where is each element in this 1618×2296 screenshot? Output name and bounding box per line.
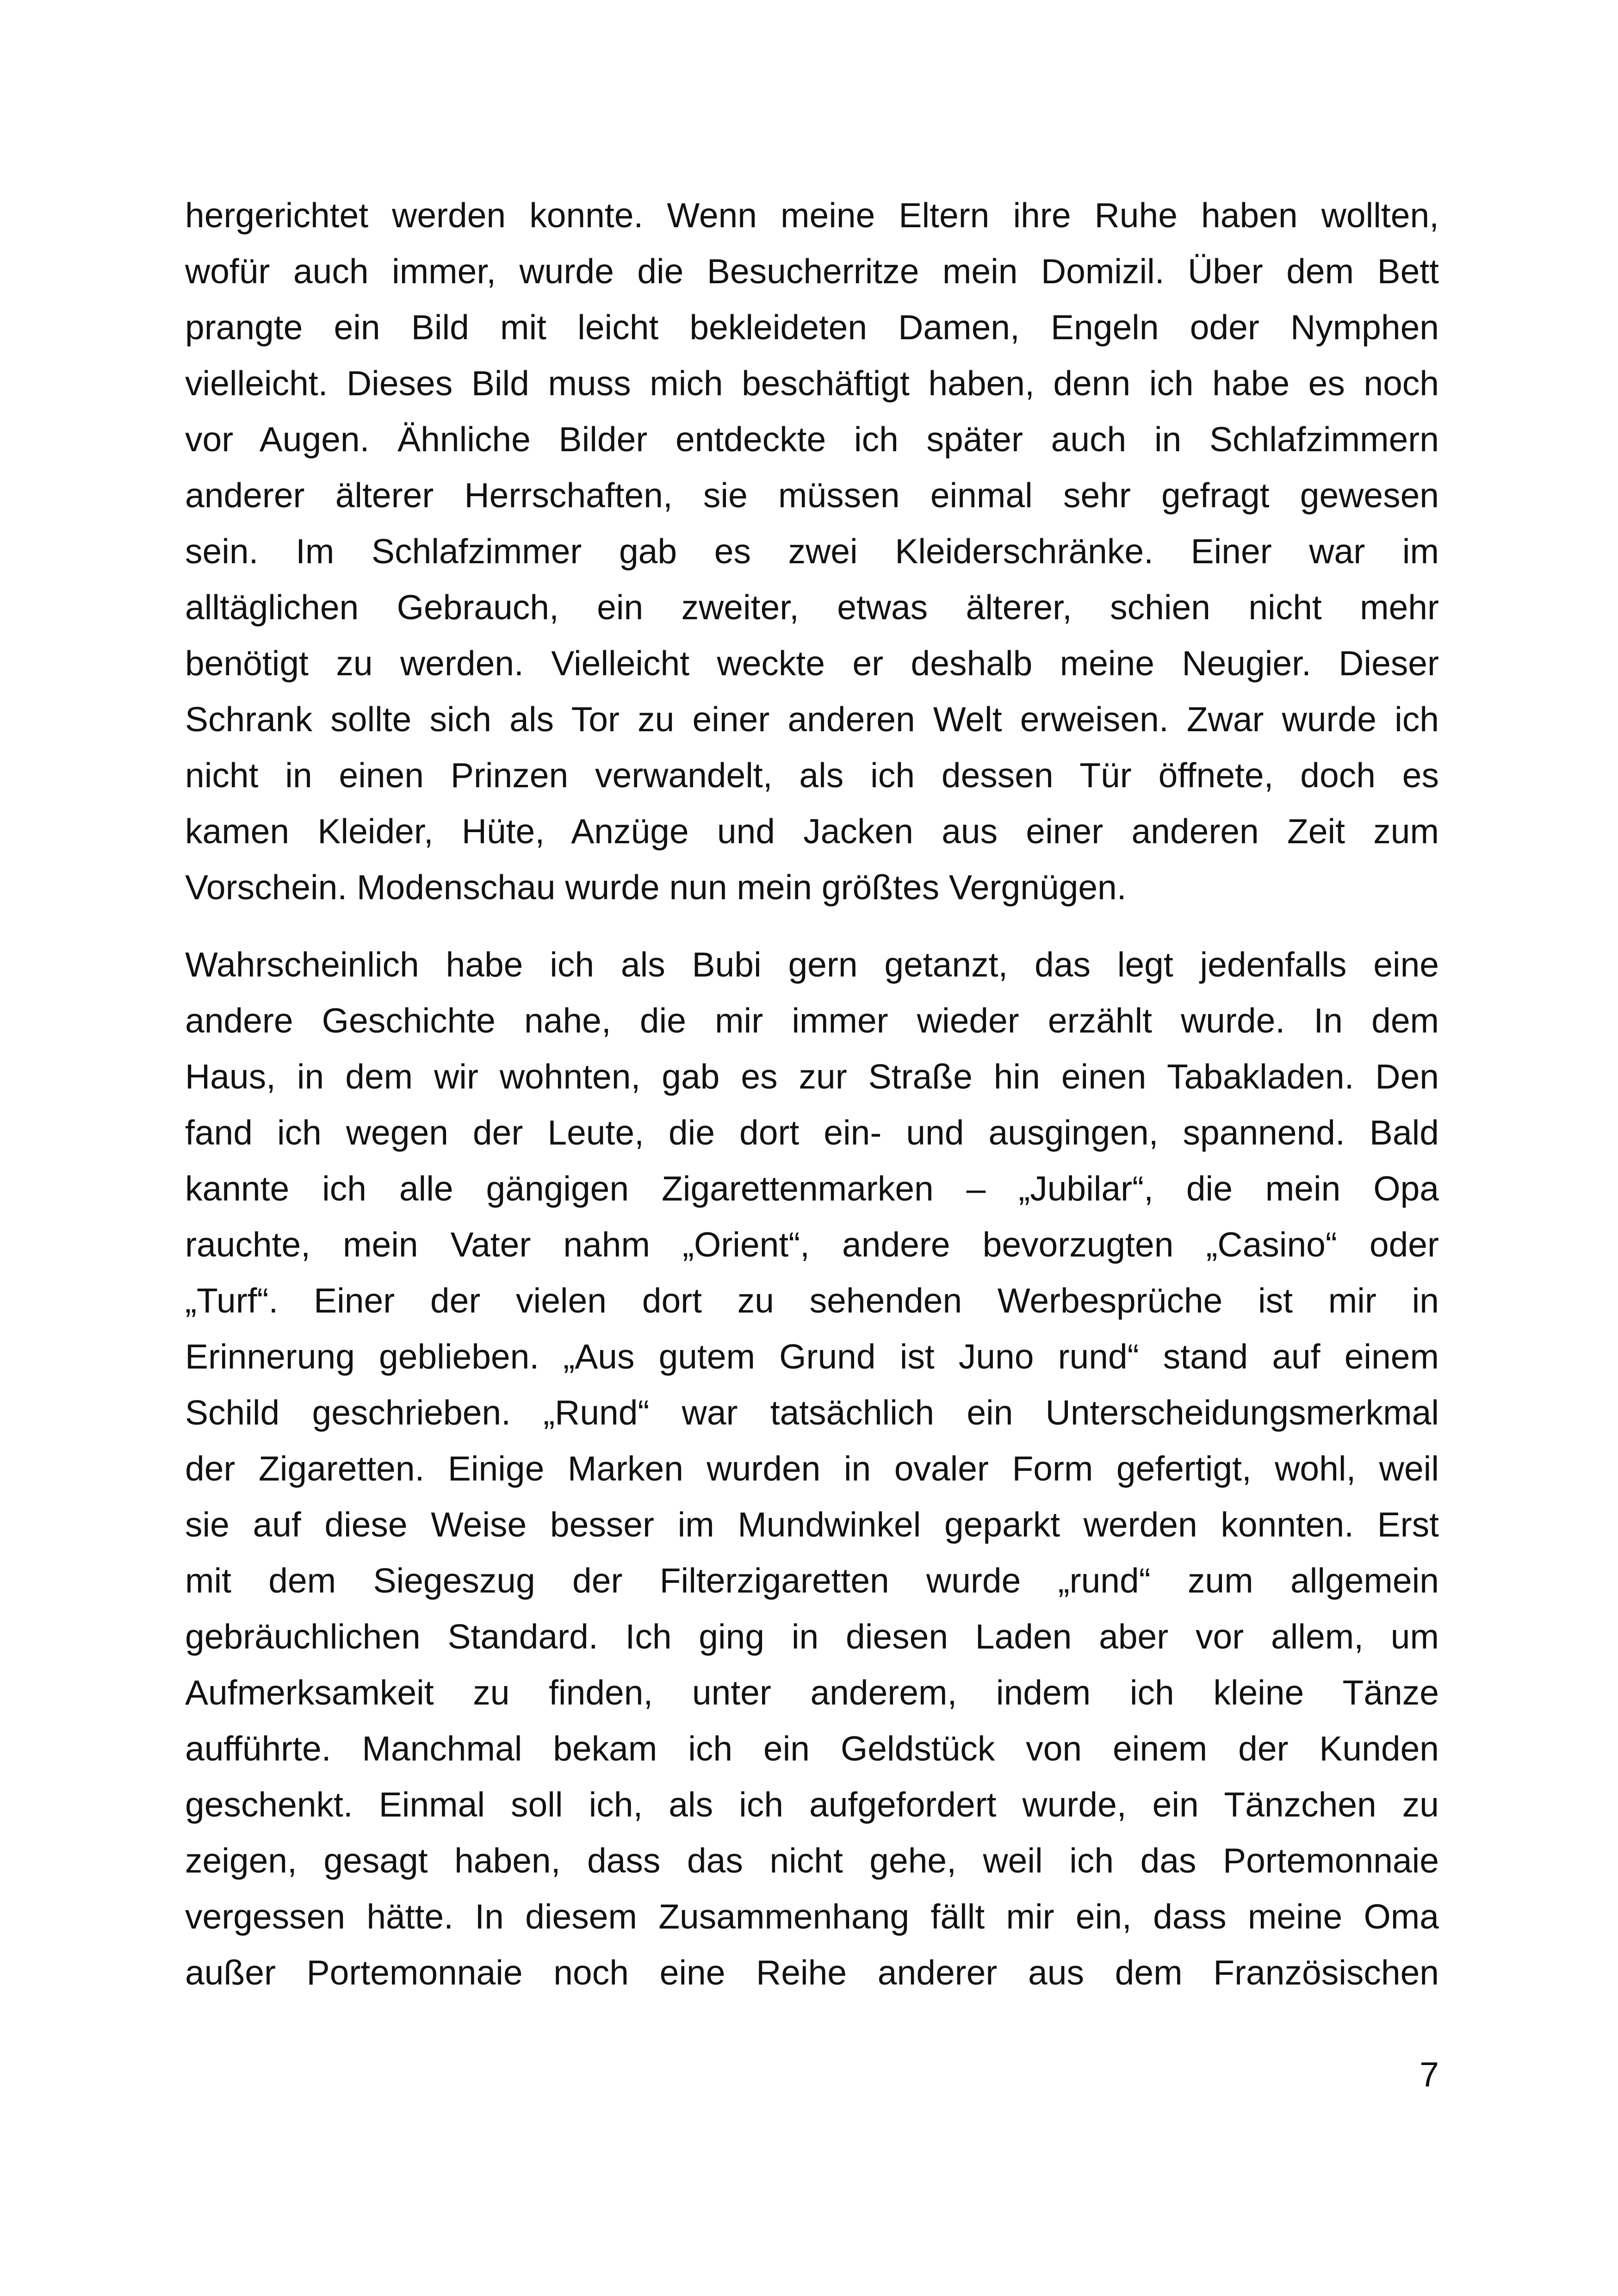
paragraph-line: kamen Kleider, Hüte, Anzüge und Jacken aus einer anderen Zeit zum bbox=[185, 812, 1439, 851]
paragraph-line: Schrank sollte sich als Tor zu einer anderen Welt erweisen. Zwar wurde ich bbox=[185, 700, 1439, 739]
paragraph-1 bbox=[185, 187, 1439, 915]
paragraph-line: wofür auch immer, wurde die Besucherritze mein Domizil. Über dem Bett bbox=[185, 252, 1439, 291]
paragraph-line: hergerichtet werden konnte. Wenn meine Eltern ihre Ruhe haben wollten, bbox=[185, 196, 1439, 235]
paragraph-line: Erinnerung geblieben. „Aus gutem Grund ist Juno rund“ stand auf einem bbox=[185, 1337, 1439, 1376]
paragraph-2 bbox=[185, 937, 1439, 2001]
paragraph-line: kannte ich alle gängigen Zigarettenmarken – „Jubilar“, die mein Opa bbox=[185, 1169, 1439, 1208]
paragraph-line: sein. Im Schlafzimmer gab es zwei Kleiderschränke. Einer war im bbox=[185, 532, 1439, 571]
paragraph-line: außer Portemonnaie noch eine Reihe anderer aus dem Französischen bbox=[185, 1953, 1439, 1992]
paragraph-line: Aufmerksamkeit zu finden, unter anderem, indem ich kleine Tänze bbox=[185, 1673, 1439, 1712]
paragraph-line: „Turf“. Einer der vielen dort zu sehenden Werbesprüche ist mir in bbox=[185, 1281, 1439, 1320]
paragraph-line: andere Geschichte nahe, die mir immer wieder erzählt wurde. In dem bbox=[185, 1001, 1439, 1040]
paragraph-line: gebräuchlichen Standard. Ich ging in diesen Laden aber vor allem, um bbox=[185, 1617, 1439, 1656]
paragraph-line: Haus, in dem wir wohnten, gab es zur Straße hin einen Tabakladen. Den bbox=[185, 1057, 1439, 1096]
paragraph-line: anderer älterer Herrschaften, sie müssen einmal sehr gefragt gewesen bbox=[185, 476, 1439, 515]
paragraph-line: zeigen, gesagt haben, dass das nicht gehe, weil ich das Portemonnaie bbox=[185, 1841, 1439, 1880]
page-number: 7 bbox=[1420, 2055, 1439, 2094]
paragraph-line: Wahrscheinlich habe ich als Bubi gern getanzt, das legt jedenfalls eine bbox=[185, 945, 1439, 984]
paragraph-line: prangte ein Bild mit leicht bekleideten Damen, Engeln oder Nymphen bbox=[185, 308, 1439, 347]
paragraph-line: nicht in einen Prinzen verwandelt, als ich dessen Tür öffnete, doch es bbox=[185, 756, 1439, 795]
paragraph-line: Vorschein. Modenschau wurde nun mein größtes Vergnügen. bbox=[185, 868, 1127, 907]
paragraph-line: geschenkt. Einmal soll ich, als ich aufgefordert wurde, ein Tänzchen zu bbox=[185, 1785, 1439, 1824]
paragraph-line: vergessen hätte. In diesem Zusammenhang fällt mir ein, dass meine Oma bbox=[185, 1897, 1439, 1936]
paragraph-line: alltäglichen Gebrauch, ein zweiter, etwas älterer, schien nicht mehr bbox=[185, 588, 1439, 627]
paragraph-line: Schild geschrieben. „Rund“ war tatsächlich ein Unterscheidungsmerkmal bbox=[185, 1393, 1439, 1432]
paragraph-line: vor Augen. Ähnliche Bilder entdeckte ich später auch in Schlafzimmern bbox=[185, 420, 1439, 459]
paragraph-line: vielleicht. Dieses Bild muss mich beschäftigt haben, denn ich habe es noch bbox=[185, 364, 1439, 403]
paragraph-line: der Zigaretten. Einige Marken wurden in ovaler Form gefertigt, wohl, weil bbox=[185, 1449, 1439, 1488]
paragraph-line: aufführte. Manchmal bekam ich ein Geldstück von einem der Kunden bbox=[185, 1729, 1439, 1768]
paragraph-line: benötigt zu werden. Vielleicht weckte er deshalb meine Neugier. Dieser bbox=[185, 644, 1439, 683]
paragraph-line: fand ich wegen der Leute, die dort ein- und ausgingen, spannend. Bald bbox=[185, 1113, 1439, 1152]
paragraph-line: mit dem Siegeszug der Filterzigaretten wurde „rund“ zum allgemein bbox=[185, 1561, 1439, 1600]
paragraph-line: sie auf diese Weise besser im Mundwinkel geparkt werden konnten. Erst bbox=[185, 1505, 1439, 1544]
paragraph-line: rauchte, mein Vater nahm „Orient“, andere bevorzugten „Casino“ oder bbox=[185, 1225, 1439, 1264]
